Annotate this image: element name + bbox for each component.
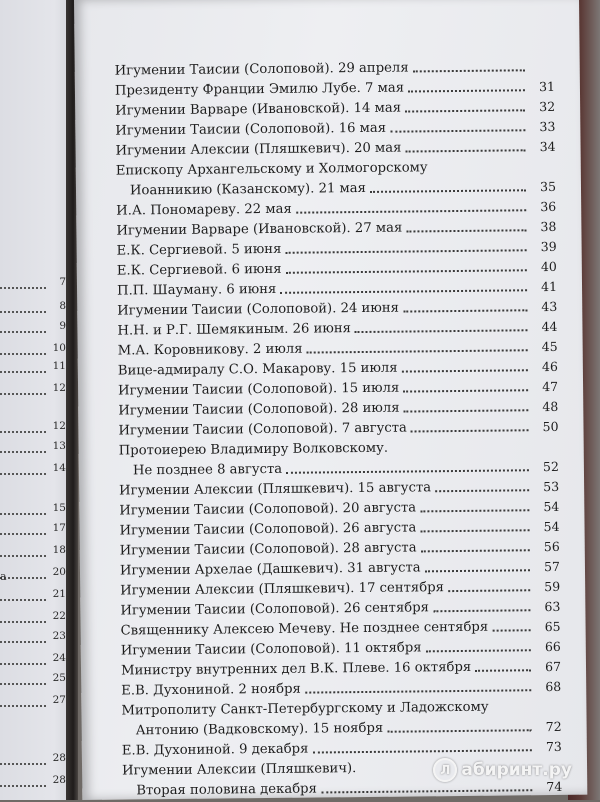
toc-page-number: 39 (540, 238, 557, 255)
previous-page-number: 12 (52, 420, 66, 432)
previous-page-number: 12 (52, 382, 66, 394)
toc-entry-title: Игумении Таисии (Солоповой). 28 августа (119, 540, 417, 559)
dot-leader (0, 353, 46, 355)
dot-leader (321, 789, 532, 793)
dot-leader (421, 549, 530, 552)
dot-leader (402, 369, 528, 372)
dot-leader (354, 329, 527, 333)
dot-leader (448, 589, 530, 592)
dot-leader (0, 641, 46, 643)
toc-page-number: 59 (544, 578, 561, 595)
toc-entry-title: Е.В. Духониной. 2 ноября (121, 681, 301, 699)
dot-leader (433, 609, 530, 612)
previous-page-number: 25 (52, 672, 66, 684)
dot-leader (0, 513, 46, 515)
toc-entry-title: М.А. Коровникову. 2 июля (117, 341, 303, 359)
dot-leader (403, 309, 527, 312)
dot-leader (0, 331, 46, 333)
previous-page-number: 8 (59, 300, 66, 312)
dot-leader (370, 189, 526, 193)
toc-page-number: 31 (538, 78, 556, 95)
previous-page-entry (0, 420, 66, 436)
previous-page-entry (0, 320, 66, 336)
dot-leader (305, 689, 531, 693)
previous-page-entry (0, 774, 66, 790)
dot-leader (0, 663, 46, 665)
dot-leader (0, 451, 46, 453)
dot-leader (390, 129, 525, 132)
dot-leader (406, 149, 526, 152)
previous-page-number: 17 (52, 522, 66, 534)
contents-page (74, 0, 587, 800)
previous-page-number: 18 (52, 544, 66, 556)
dot-leader (421, 529, 530, 532)
toc-entry-title: Игумении Алексии (Пляшкевич). 17 сентября (120, 580, 445, 599)
previous-page-number: 9 (59, 320, 66, 332)
dot-leader (403, 389, 528, 392)
previous-page-number: 7 (59, 276, 66, 288)
dot-leader (0, 287, 46, 289)
toc-entry-title: Игумении Таисии (Солоповой). 26 сентября (120, 600, 430, 619)
toc-entry-title: Игумении Таисии (Солоповой). 16 мая (115, 120, 387, 139)
dot-leader (0, 371, 46, 373)
previous-page-entry (0, 588, 66, 604)
dot-leader (413, 69, 525, 72)
dot-leader (406, 229, 526, 232)
dot-leader (475, 669, 531, 672)
previous-page-number: 20 (52, 566, 66, 578)
dot-leader (307, 349, 528, 353)
toc-entry-title: Игумении Таисии (Солоповой). 7 августа (118, 420, 407, 439)
previous-page-number: 11 (52, 360, 66, 372)
toc-entry (121, 697, 561, 742)
dot-leader (403, 409, 528, 412)
toc-entry (116, 157, 556, 202)
toc-entry-title-continued: Не позднее 8 августа (132, 461, 283, 479)
previous-page-entry (0, 440, 66, 456)
toc-page-number: 48 (542, 398, 559, 415)
dot-leader (313, 749, 532, 753)
toc-page-number: 56 (543, 538, 560, 555)
labirint-logo-icon: Л (433, 758, 457, 782)
toc-page-number: 50 (542, 418, 559, 435)
toc-page-number: 41 (541, 278, 558, 295)
dot-leader (0, 621, 46, 623)
toc-entry-title: П.П. Шауману. 6 июня (116, 281, 277, 299)
toc-page-number: 73 (545, 738, 562, 755)
previous-page-entry (0, 630, 66, 646)
dot-leader (0, 705, 46, 707)
previous-page-entry (0, 300, 66, 316)
toc-page-number: 54 (543, 498, 560, 515)
toc-page-number: 40 (540, 258, 557, 275)
dot-leader (286, 249, 527, 254)
toc-entry-title: Игумении Таисии (Солоповой). 26 августа (119, 520, 417, 539)
toc-entry-title: Игумении Таисии (Солоповой). 15 июля (118, 380, 400, 399)
toc-page-number: 72 (545, 718, 562, 735)
previous-page-number: 13 (52, 440, 66, 452)
table-of-contents (115, 57, 563, 802)
toc-entry-title: Епископу Архангельскому и Холмогорскому (115, 160, 428, 179)
toc-page-number: 44 (541, 318, 558, 335)
toc-entry-title: Игумении Таисии (Солоповой). 29 апреля (114, 60, 409, 79)
dot-leader (408, 89, 525, 92)
dot-leader (0, 311, 46, 313)
previous-page-entry (0, 566, 66, 582)
previous-page-number: 10 (52, 342, 66, 354)
previous-page-number: 28 (52, 774, 66, 786)
toc-entry-title: Игумении Алексии (Пляшкевич). 15 августа (119, 480, 432, 499)
previous-page-fragment: а (0, 570, 7, 583)
previous-page-number: 21 (52, 588, 66, 600)
dot-leader (286, 269, 527, 274)
dot-leader (493, 629, 531, 631)
toc-entry-title: Е.К. Сергиевой. 6 июня (116, 261, 282, 279)
previous-page-number: 24 (52, 652, 66, 664)
previous-page-entry (0, 382, 66, 398)
toc-entry (119, 437, 559, 482)
dot-leader (0, 533, 46, 535)
toc-entry-title-continued: Иоанникию (Казанскому). 21 мая (129, 180, 367, 199)
previous-page-entry (0, 652, 66, 668)
toc-page-number: 53 (543, 478, 560, 495)
dot-leader (286, 469, 529, 474)
dot-leader (411, 429, 529, 432)
toc-page-number: 32 (539, 98, 556, 115)
previous-page-entry (0, 462, 66, 478)
toc-page-number: 34 (539, 138, 556, 155)
toc-page-number: 54 (543, 518, 560, 535)
toc-entry-title-continued: Антонию (Вадковскому). 15 ноября (135, 720, 384, 739)
previous-page-number: 14 (52, 462, 66, 474)
dot-leader (0, 555, 46, 557)
toc-entry-title: Игумении Архелае (Дашкевич). 31 августа (119, 560, 421, 579)
dot-leader (296, 209, 526, 213)
toc-page-number: 67 (545, 658, 562, 675)
toc-page-number: 65 (544, 618, 561, 635)
dot-leader (425, 569, 530, 572)
toc-page-number: 68 (545, 678, 562, 695)
previous-page-number: 23 (52, 630, 66, 642)
previous-page-entry (0, 502, 66, 518)
toc-entry-title: Игумении Таисии (Солоповой). 11 октября (120, 640, 422, 659)
dot-leader (405, 109, 525, 112)
previous-page-entry (0, 610, 66, 626)
toc-entry-title: Игумении Таисии (Солоповой). 28 июля (118, 400, 400, 419)
previous-page-number: 15 (52, 502, 66, 514)
toc-page-number: 47 (542, 378, 559, 395)
dot-leader (0, 763, 46, 765)
toc-entry-title: Игумении Алексии (Пляшкевич). (121, 761, 357, 779)
toc-page-number: 66 (544, 638, 561, 655)
toc-page-number: 45 (541, 338, 558, 355)
dot-leader (0, 599, 46, 601)
toc-entry-title: Протоиерею Владимиру Волковскому. (118, 440, 389, 459)
toc-entry-title: Министру внутренних дел В.К. Плеве. 16 октября (120, 659, 472, 679)
toc-page-number: 63 (544, 598, 561, 615)
toc-page-number: 43 (541, 298, 558, 315)
toc-entry-title-continued: Вторая половина декабря (136, 781, 317, 799)
previous-page-entry (0, 360, 66, 376)
toc-page-number: 52 (542, 458, 559, 475)
toc-entry-title: Митрополиту Санкт-Петербургскому и Ладожскому (121, 699, 489, 719)
previous-page-number: 28 (52, 752, 66, 764)
toc-entry-title: Игумении Варваре (Ивановской). 27 мая (116, 220, 403, 239)
toc-entry-title: И.А. Пономареву. 22 мая (116, 201, 292, 219)
toc-page-number: 33 (539, 118, 556, 135)
dot-leader (426, 649, 531, 652)
previous-page-entry (0, 752, 66, 768)
previous-page-entry (0, 342, 66, 358)
toc-entry-title: Игумении Алексии (Пляшкевич). 20 мая (115, 140, 402, 159)
previous-page-entry (0, 694, 66, 710)
dot-leader (0, 785, 46, 787)
toc-entry-title: Н.Н. и Р.Г. Шемякиным. 26 июня (117, 321, 352, 339)
toc-page-number: 57 (543, 558, 561, 575)
dot-leader (0, 393, 46, 395)
previous-page-entry (0, 276, 66, 292)
watermark-text: абиринт.ру (461, 760, 572, 780)
toc-page-number: 74 (546, 778, 563, 795)
previous-page-entry (0, 522, 66, 538)
dot-leader (0, 473, 46, 475)
toc-entry-title: Е.К. Сергиевой. 5 июня (116, 241, 282, 259)
previous-page-entry (0, 672, 66, 688)
dot-leader (0, 431, 46, 433)
toc-entry-title: Президенту Франции Эмилю Лубе. 7 мая (114, 80, 405, 99)
toc-page-number: 36 (540, 198, 557, 215)
previous-page-entry (0, 544, 66, 560)
previous-page-number: 27 (52, 694, 66, 706)
toc-page-number: 46 (541, 358, 558, 375)
toc-entry-title: Игумении Варваре (Ивановской). 14 мая (115, 100, 402, 119)
toc-entry-title: Е.В. Духониной. 9 декабря (121, 741, 309, 759)
previous-page-number: 22 (52, 610, 66, 622)
toc-entry-title: Священнику Алексею Мечеву. Не позднее сентября (120, 619, 489, 639)
toc-entry-title: Игумении Таисии (Солоповой). 24 июня (117, 300, 399, 319)
toc-page-number: 35 (539, 178, 557, 195)
toc-entry-title: Вице-адмиралу С.О. Макарову. 15 июля (117, 360, 398, 379)
dot-leader (388, 729, 532, 733)
dot-leader (420, 509, 529, 512)
dot-leader (435, 489, 529, 492)
toc-entry-title: Игумении Таисии (Солоповой). 20 августа (119, 500, 417, 519)
toc-page-number: 38 (540, 218, 557, 235)
dot-leader (280, 289, 527, 294)
dot-leader (0, 683, 46, 685)
labirint-watermark (433, 758, 572, 782)
